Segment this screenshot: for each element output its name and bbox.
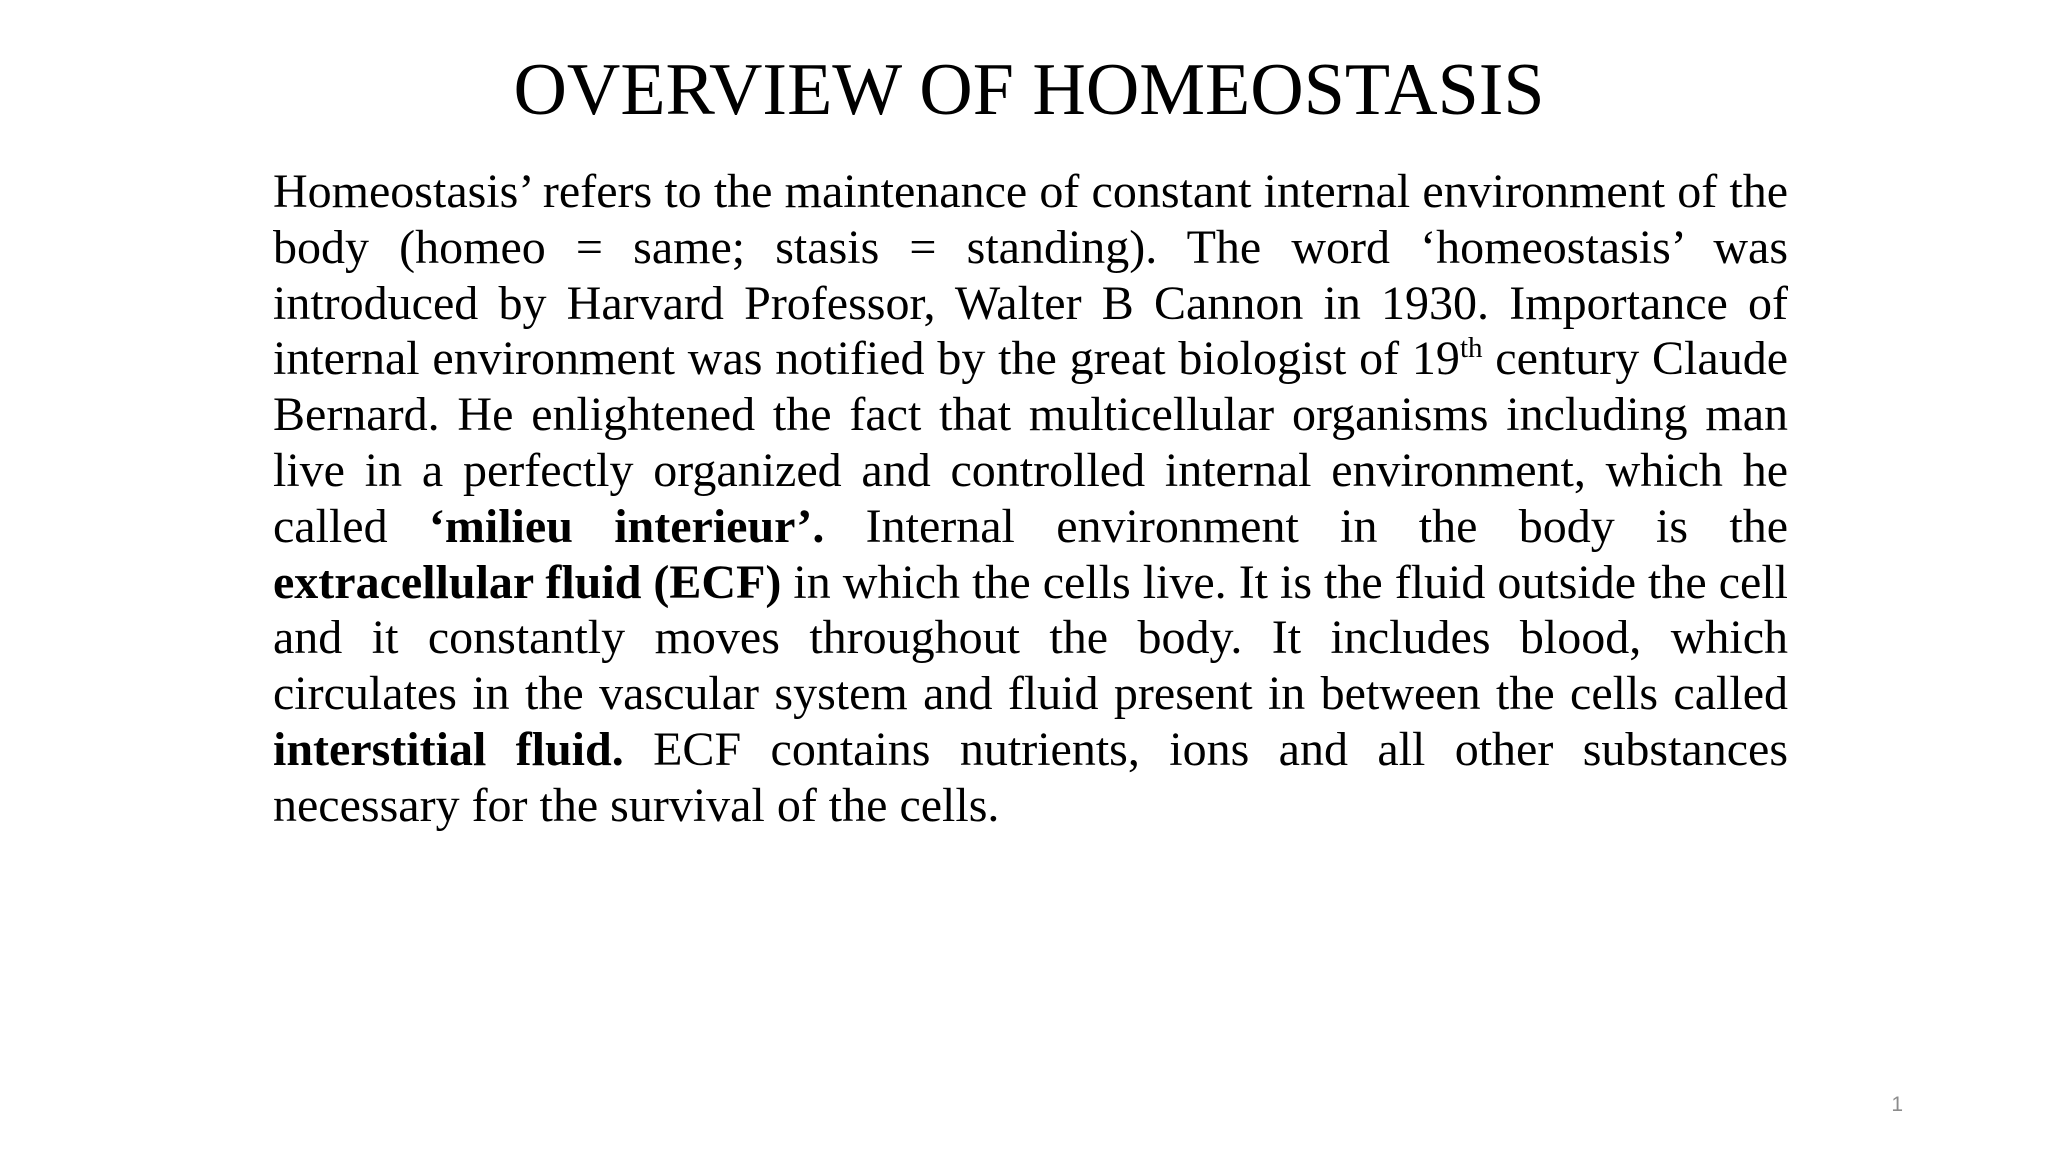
body-text-part-3: Internal environment in the body is the	[824, 499, 1789, 553]
body-text-part-4: in which the cells live. It is the fluid outside the cell and it constantly moves throughout the body. It includes blood, which circulates in the vascular system and fluid present in between the cells called	[273, 555, 1788, 721]
bold-term-milieu-interieur: ‘milieu interieur’.	[428, 499, 825, 553]
superscript-th: th	[1459, 332, 1483, 365]
bold-term-ecf: extracellular fluid (ECF)	[273, 555, 782, 609]
page-number: 1	[1891, 1093, 1903, 1116]
body-text-part-2: century Claude Bernard. He enlightened the fact that multicellular organisms including man live in a perfectly organized and controlled internal environment, which he called	[273, 332, 1788, 553]
body-text-part-5: ECF contains nutrients, ions and all other substances necessary for the survival of the cells.	[273, 722, 1788, 832]
bold-term-interstitial-fluid: interstitial fluid.	[273, 722, 624, 776]
body-text-part-1: Homeostasis’ refers to the maintenance of constant internal environment of the body (homeo = same; stasis = standing). The word ‘homeostasis’ was introduced by Harvard Professor, Walter B Cannon in 1930. Importance of internal environment was notified by the great biologist of 19	[273, 165, 1788, 386]
slide-title: OVERVIEW OF HOMEOSTASIS	[513, 49, 1545, 131]
slide-body-paragraph	[273, 164, 1788, 834]
